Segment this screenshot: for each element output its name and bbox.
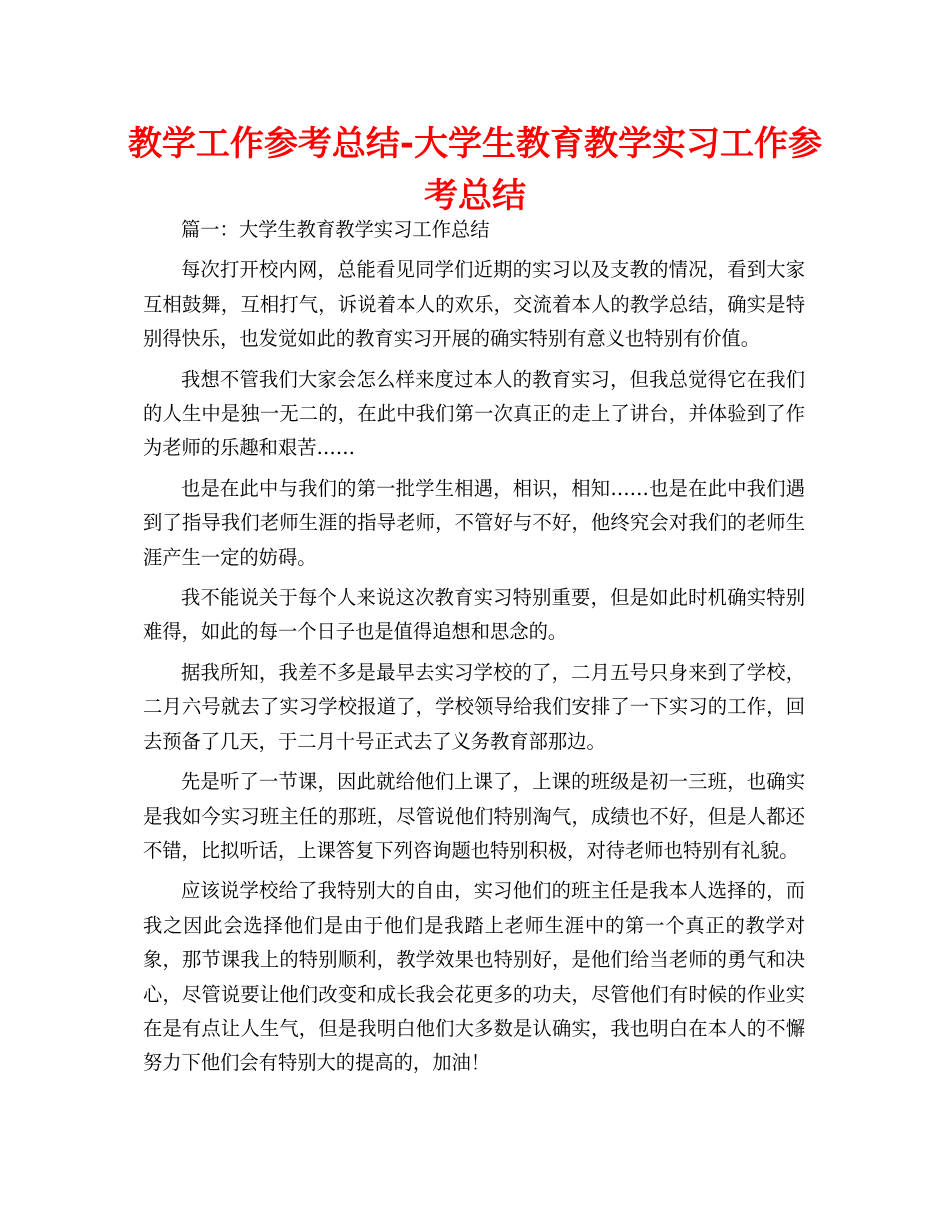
paragraph-5: 据我所知，我差不多是最早去实习学校的了，二月五号只身来到了学校，二月六号就去了实习学校报道了，学校领导给我们安排了一下实习的工作，回去预备了几天，于二月十号正式去了义务教育部那边。 <box>143 660 805 753</box>
document-body <box>143 213 805 1081</box>
paragraph-2: 我想不管我们大家会怎么样来度过本人的教育实习，但我总觉得它在我们的人生中是独一无二的，在此中我们第一次真正的走上了讲台，并体验到了作为老师的乐趣和艰苦…… <box>143 367 805 460</box>
section-heading: 篇一：大学生教育教学实习工作总结 <box>181 218 490 241</box>
paragraph-7: 应该说学校给了我特别大的自由，实习他们的班主任是我本人选择的，而我之因此会选择他们是由于他们是我踏上老师生涯中的第一个真正的教学对象，那节课我上的特别顺利，教学效果也特别好，是他们给当老师的勇气和决心，尽管说要让他们改变和成长我会花更多的功夫，尽管他们有时候的作业实在是有点让人生气，但是我明白他们大多数是认确实，我也明白在本人的不懈努力下他们会有特别大的提高的，加油！ <box>143 879 805 1075</box>
document-title: 教学工作参考总结-大学生教育教学实习工作参考总结 <box>127 124 823 216</box>
paragraph-1: 每次打开校内网，总能看见同学们近期的实习以及支教的情况，看到大家互相鼓舞，互相打气，诉说着本人的欢乐，交流着本人的教学总结，确实是特别得快乐，也发觉如此的教育实习开展的确实特别有意义也特别有价值。 <box>143 258 805 351</box>
paragraph-6: 先是听了一节课，因此就给他们上课了，上课的班级是初一三班，也确实是我如今实习班主任的那班，尽管说他们特别淘气，成绩也不好，但是人都还不错，比拟听话，上课答复下列咨询题也特别积极，对待老师也特别有礼貌。 <box>143 770 805 862</box>
paragraph-4: 我不能说关于每个人来说这次教育实习特别重要，但是如此时机确实特别难得，如此的每一个日子也是值得追想和思念的。 <box>143 586 805 644</box>
paragraph-3: 也是在此中与我们的第一批学生相遇，相识，相知……也是在此中我们遇到了指导我们老师生涯的指导老师，不管好与不好，他终究会对我们的老师生涯产生一定的妨碍。 <box>143 476 805 569</box>
